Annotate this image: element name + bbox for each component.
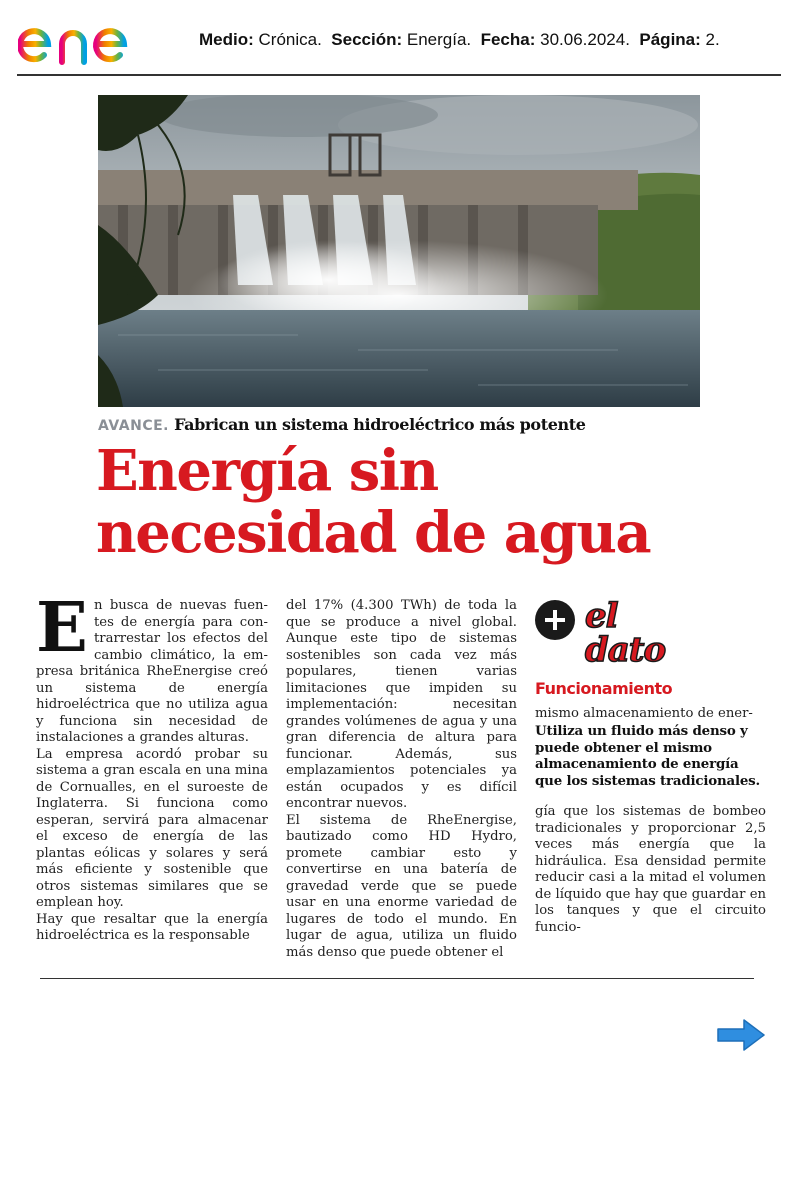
el-word: el	[585, 596, 618, 636]
headline-line-1: Energía sin	[96, 438, 438, 504]
pagina-value: 2.	[705, 30, 720, 49]
clipping-metadata	[199, 30, 720, 50]
paragraph: Hay que resaltar que la energía hidroeléctrica es la responsable	[36, 911, 268, 943]
header-divider	[17, 74, 781, 76]
article-column-3: gía que los sistemas de bombeo tradicionales y proporcionar 2,5 veces más energía que la hidráulica. Esa densidad permite reducir casi a la mitad el volumen de líquido que hay que guardar en los tanques y que el circuito funcio-	[535, 804, 766, 935]
kicker-label: AVANCE.	[98, 418, 169, 434]
pull-quote-line: que los sistemas tradicionales.	[535, 772, 760, 789]
intro-line: cambio climático, la em-	[94, 647, 268, 663]
headline-line-2: necesidad de agua	[96, 500, 651, 566]
article-headline	[96, 440, 736, 564]
enel-logo	[18, 8, 178, 68]
drop-cap: E	[36, 588, 88, 668]
paragraph: del 17% (4.300 TWh) de toda la que se produce a nivel global. Aunque este tipo de sistemas sostenibles son cada vez más populares, tienen varias limitaciones que impiden su implementación: necesitan grandes volúmenes de agua y una gran diferencia de altura para funcionar. Además, sus emplazamientos potenciales ya están ocupados y es difícil encontrar nuevos.	[286, 598, 517, 811]
paragraph: El sistema de RheEnergise, bautizado como HD Hydro, promete cambiar esto y convertirse en una batería de gravedad verde que se puede usar en una enorme variedad de lugares de todo el mundo. En lugar de agua, utiliza un fluido más denso que puede obtener el	[286, 812, 517, 960]
footer-divider	[40, 978, 754, 979]
clipping-header	[0, 0, 800, 76]
seccion-value: Energía.	[406, 30, 472, 49]
intro-line: n busca de nuevas fuen-	[94, 598, 268, 613]
column-3-top-line: mismo almacenamiento de ener-	[535, 706, 753, 721]
section-title: Funcionamiento	[535, 679, 673, 698]
intro-line: tes de energía para con-	[94, 614, 268, 630]
article-column-1	[36, 588, 268, 945]
medio-value: Crónica.	[258, 30, 322, 49]
pull-quote	[535, 723, 766, 789]
article-kicker	[98, 415, 585, 434]
plus-circle-icon	[535, 600, 575, 640]
pull-quote-line: puede obtener el mismo	[535, 739, 712, 756]
article-column-2	[286, 598, 517, 961]
paragraph: La empresa acordó probar su sistema a gran escala en una mina de Cornualles, en el suroeste de Inglaterra. Si funciona como esperan, servirá para almacenar el exceso de energía de las plantas eólicas y solares y será más eficiente y sostenible que otros sistemas similares que se emplean hoy.	[36, 746, 268, 910]
pull-quote-line: Utiliza un fluido más denso y	[535, 723, 748, 739]
medio-label: Medio:	[199, 30, 254, 49]
paragraph	[36, 588, 268, 747]
intro-line: trarrestar los efectos del	[94, 631, 268, 646]
fecha-value: 30.06.2024.	[540, 30, 630, 49]
dam-photo	[98, 95, 700, 407]
arrow-right-icon[interactable]	[716, 1018, 766, 1052]
dato-word: dato	[585, 630, 666, 670]
kicker-text: Fabrican un sistema hidroeléctrico más potente	[174, 415, 586, 434]
seccion-label: Sección:	[331, 30, 403, 49]
fecha-label: Fecha:	[480, 30, 536, 49]
pull-quote-line: almacenamiento de energía	[535, 756, 739, 772]
paragraph-rest: presa británica RheEnergise creó un sistema de energía hidroeléctrica que no utiliza agua y funciona sin necesidad de instalaciones a grandes alturas.	[36, 664, 268, 745]
pagina-label: Página:	[639, 30, 701, 49]
